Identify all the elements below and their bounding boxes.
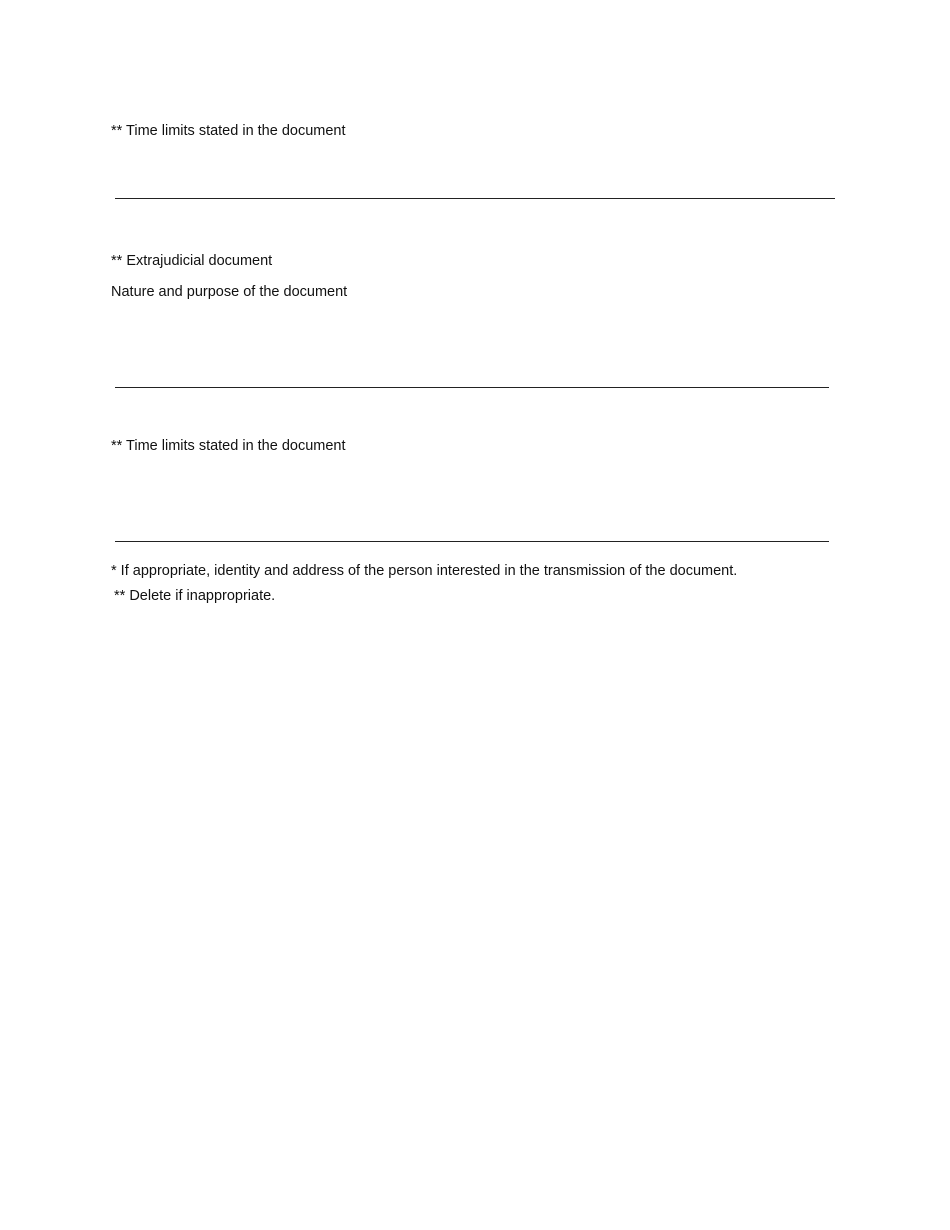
fill-in-line-1 bbox=[115, 198, 835, 199]
footnote-identity-address: * If appropriate, identity and address of the person interested in the transmission of the document. bbox=[111, 563, 738, 579]
time-limits-label-1: ** Time limits stated in the document bbox=[111, 123, 346, 139]
nature-purpose-label: Nature and purpose of the document bbox=[111, 284, 348, 300]
time-limits-label-2: ** Time limits stated in the document bbox=[111, 438, 346, 454]
footnote-separator-line bbox=[115, 541, 829, 542]
fill-in-line-2 bbox=[115, 387, 829, 388]
footnote-delete-if-inappropriate: ** Delete if inappropriate. bbox=[114, 588, 276, 604]
extrajudicial-document-label: ** Extrajudicial document bbox=[111, 253, 273, 269]
